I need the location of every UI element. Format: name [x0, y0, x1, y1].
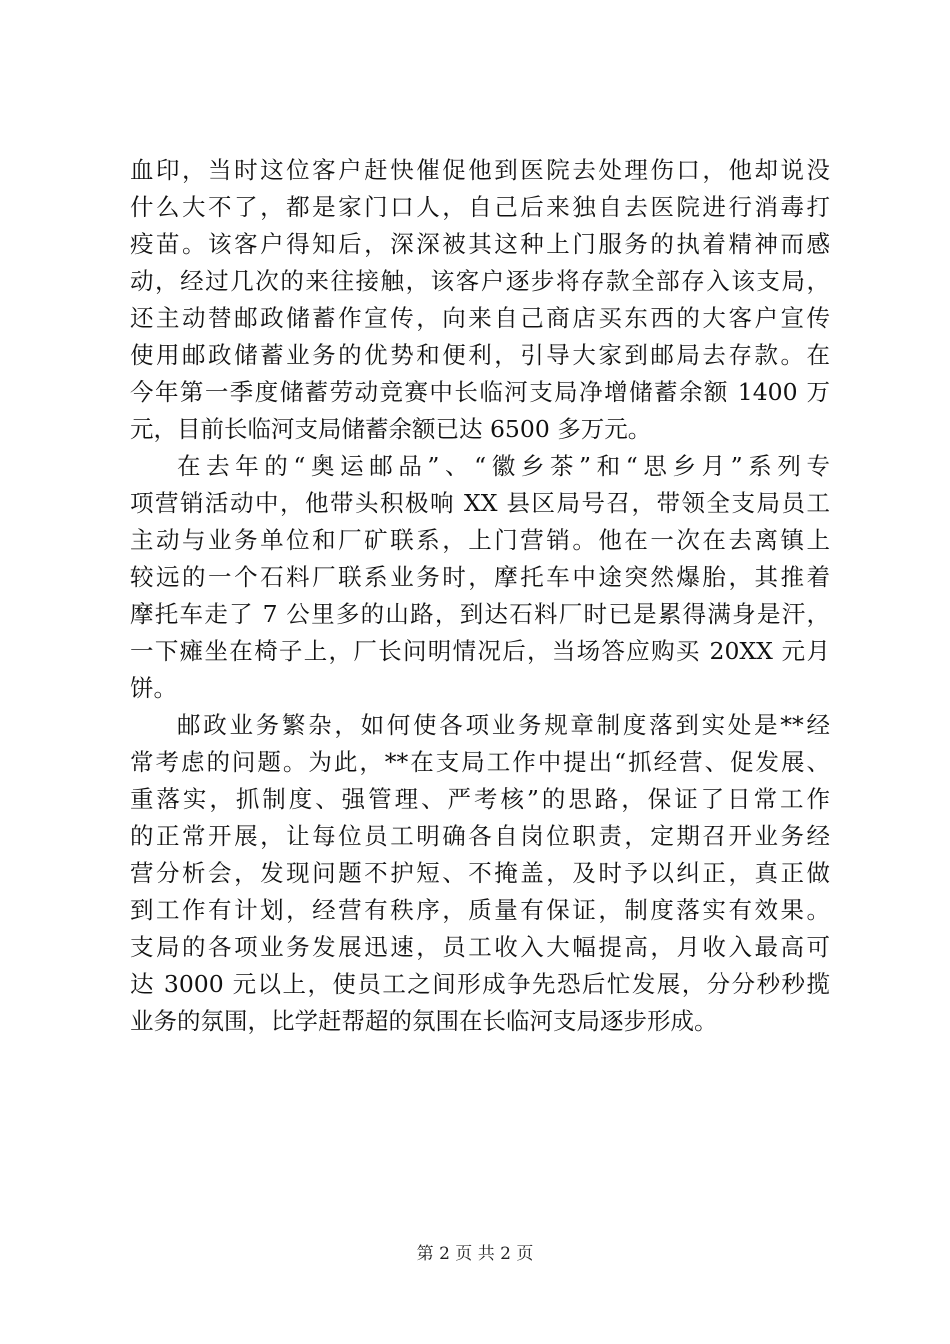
text-line: 的正常开展，让每位员工明确各自岗位职责，定期召开业务经 — [130, 822, 830, 850]
text-line: 疫苗。该客户得知后，深深被其这种上门服务的执着精神而感 — [130, 230, 830, 258]
text-line: 达 3000 元以上，使员工之间形成争先恐后忙发展，分分秒秒揽 — [130, 970, 830, 998]
page-number-footer: 第 2 页 共 2 页 — [416, 1244, 534, 1264]
text-line: 重落实，抓制度、强管理、严考核”的思路，保证了日常工作 — [130, 785, 830, 813]
text-line: 项营销活动中，他带头积极响 XX 县区局号召，带领全支局员工 — [130, 489, 830, 517]
text-line: 较远的一个石料厂联系业务时，摩托车中途突然爆胎，其推着 — [130, 563, 830, 591]
text-line: 血印，当时这位客户赶快催促他到医院去处理伤口，他却说没 — [130, 156, 830, 184]
text-line: 还主动替邮政储蓄作宣传，向来自己商店买东西的大客户宣传 — [130, 304, 830, 332]
document-body — [130, 152, 830, 1040]
text-line: 常考虑的问题。为此，**在支局工作中提出“抓经营、促发展、 — [130, 748, 830, 776]
paragraph-first-line: 邮政业务繁杂，如何使各项业务规章制度落到实处是**经 — [177, 711, 830, 739]
text-line: 今年第一季度储蓄劳动竞赛中长临河支局净增储蓄余额 1400 万 — [130, 378, 830, 406]
text-line: 使用邮政储蓄业务的优势和便利，引导大家到邮局去存款。在 — [130, 341, 830, 369]
text-line: 业务的氛围，比学赶帮超的氛围在长临河支局逐步形成。 — [130, 1007, 718, 1035]
text-line: 动，经过几次的来往接触，该客户逐步将存款全部存入该支局， — [130, 267, 830, 295]
text-line: 主动与业务单位和厂矿联系，上门营销。他在一次在去离镇上 — [130, 526, 830, 554]
text-line: 营分析会，发现问题不护短、不掩盖，及时予以纠正，真正做 — [130, 859, 830, 887]
text-line: 饼。 — [130, 674, 177, 702]
text-line: 到工作有计划，经营有秩序，质量有保证，制度落实有效果。 — [130, 896, 830, 924]
text-line: 一下瘫坐在椅子上，厂长问明情况后，当场答应购买 20XX 元月 — [130, 637, 830, 665]
text-line: 摩托车走了 7 公里多的山路，到达石料厂时已是累得满身是汗， — [130, 600, 830, 628]
text-line: 什么大不了，都是家门口人，自己后来独自去医院进行消毒打 — [130, 193, 830, 221]
paragraph-first-line: 在去年的“奥运邮品”、“徽乡茶”和“思乡月”系列专 — [177, 452, 830, 480]
text-line: 支局的各项业务发展迅速，员工收入大幅提高，月收入最高可 — [130, 933, 830, 961]
text-line: 元，目前长临河支局储蓄余额已达 6500 多万元。 — [130, 415, 652, 443]
